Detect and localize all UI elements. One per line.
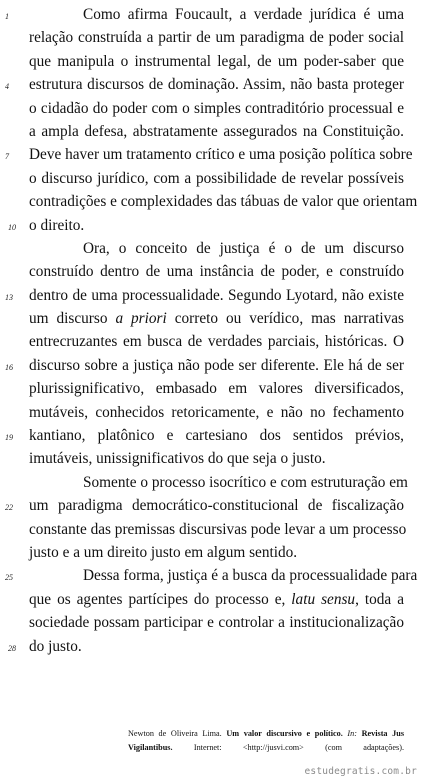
line-text: um discurso a priori correto ou verídico, mas narrativas (29, 310, 404, 328)
italic-phrase: latu sensu (291, 590, 356, 608)
line-text: discurso sobre a justiça não pode ser diferente. Ele há de ser (29, 356, 404, 374)
line-text: Ora, o conceito de justiça é o de um discurso (83, 239, 404, 257)
text-line (5, 143, 413, 166)
line-text: que os agentes partícipes do processo e, latu sensu, toda a (29, 590, 404, 608)
text-line (29, 307, 404, 330)
text-line (29, 471, 408, 494)
text-line (5, 3, 404, 26)
text-line (5, 424, 404, 447)
line-text: o direito. (29, 216, 85, 234)
line-text: entrecruzantes em busca de verdades parciais, históricas. O (29, 333, 404, 351)
text-line (29, 401, 404, 424)
line-text: a ampla defesa, abstratamente assegurados na Constituição. (29, 122, 404, 140)
line-text: um paradigma democrático-constitucional de fiscalização (29, 497, 404, 515)
text-line (29, 50, 404, 73)
line-number: 28 (8, 643, 16, 653)
text-line (5, 73, 404, 96)
citation-title: Um valor discursivo e político. (226, 729, 343, 738)
line-text: Dessa forma, justiça é a busca da processualidade para (83, 567, 418, 585)
citation-internet: Internet: <http://jusvi.com> (com adaptações). (193, 743, 404, 752)
line-text: o discurso jurídico, com a possibilidade de revelar possíveis (29, 169, 404, 187)
line-number: 7 (5, 152, 9, 162)
text-line (29, 167, 404, 190)
line-text: o cidadão do poder com o simples contraditório processual e (29, 99, 404, 117)
line-number: 25 (5, 573, 13, 583)
line-text: justo e a um direito justo em algum sentido. (29, 543, 298, 561)
line-text: Como afirma Foucault, a verdade jurídica é uma (83, 6, 404, 23)
text-line (29, 611, 404, 634)
italic-phrase: a priori (115, 310, 167, 328)
text-line (29, 97, 404, 120)
line-text: do justo. (29, 637, 82, 655)
line-text: kantiano, platônico e cartesiano dos sentidos prévios, (29, 427, 404, 445)
line-text: sociedade possam participar e controlar a institucionalização (29, 614, 404, 632)
line-text: estrutura discursos de dominação. Assim, não basta proteger (29, 76, 404, 94)
line-text: plurissignificativo, embasado em valores diversificados, (29, 380, 404, 398)
line-number: 13 (5, 292, 13, 302)
line-number: 22 (5, 503, 13, 513)
line-number: 1 (5, 12, 9, 21)
line-number: 19 (5, 433, 13, 443)
line-text: Deve haver um tratamento crítico e uma posição política sobre (29, 146, 413, 164)
citation-source: Revista Jus Vigilantibus. (128, 729, 405, 752)
line-text: constante das premissas discursivas pode levar a um processo (29, 520, 407, 538)
text-line (29, 237, 404, 260)
line-text: construído dentro de uma instância de poder, e construído (29, 263, 404, 281)
text-line (5, 284, 404, 307)
text-line (5, 564, 418, 587)
text-line (8, 214, 404, 237)
line-number: 4 (5, 82, 9, 92)
text-line (29, 447, 404, 470)
text-line (29, 120, 404, 143)
line-text: contradições e complexidades das tábuas de valor que orientam (29, 193, 418, 211)
text-line (5, 494, 404, 517)
line-number: 16 (5, 362, 13, 372)
text-line (5, 354, 404, 377)
watermark: estudegratis.com.br (304, 766, 417, 777)
text-line (29, 377, 404, 400)
text-line (29, 330, 404, 353)
line-text: relação construída a partir de um paradigma de poder social (29, 29, 404, 47)
citation-author: Newton de Oliveira Lima. (128, 729, 222, 738)
text-line (29, 260, 404, 283)
citation-in-label: In: (347, 729, 357, 738)
line-text: Somente o processo isocrítico e com estruturação em (83, 473, 408, 491)
line-text: que manipula o instrumental legal, de um poder-saber que (29, 52, 404, 70)
text-line (29, 26, 404, 49)
line-text: mutáveis, conhecidos retoricamente, e não no fechamento (29, 403, 404, 421)
line-text: imutáveis, unissignificativos do que seja o justo. (29, 450, 326, 468)
text-line (29, 541, 404, 564)
citation (128, 727, 404, 755)
text-line (8, 635, 404, 658)
line-text: dentro de uma processualidade. Segundo Lyotard, não existe (29, 286, 404, 304)
text-line (29, 518, 407, 541)
text-line (29, 190, 418, 213)
text-line (29, 588, 404, 611)
article-text (5, 3, 418, 658)
line-number: 10 (8, 222, 16, 232)
